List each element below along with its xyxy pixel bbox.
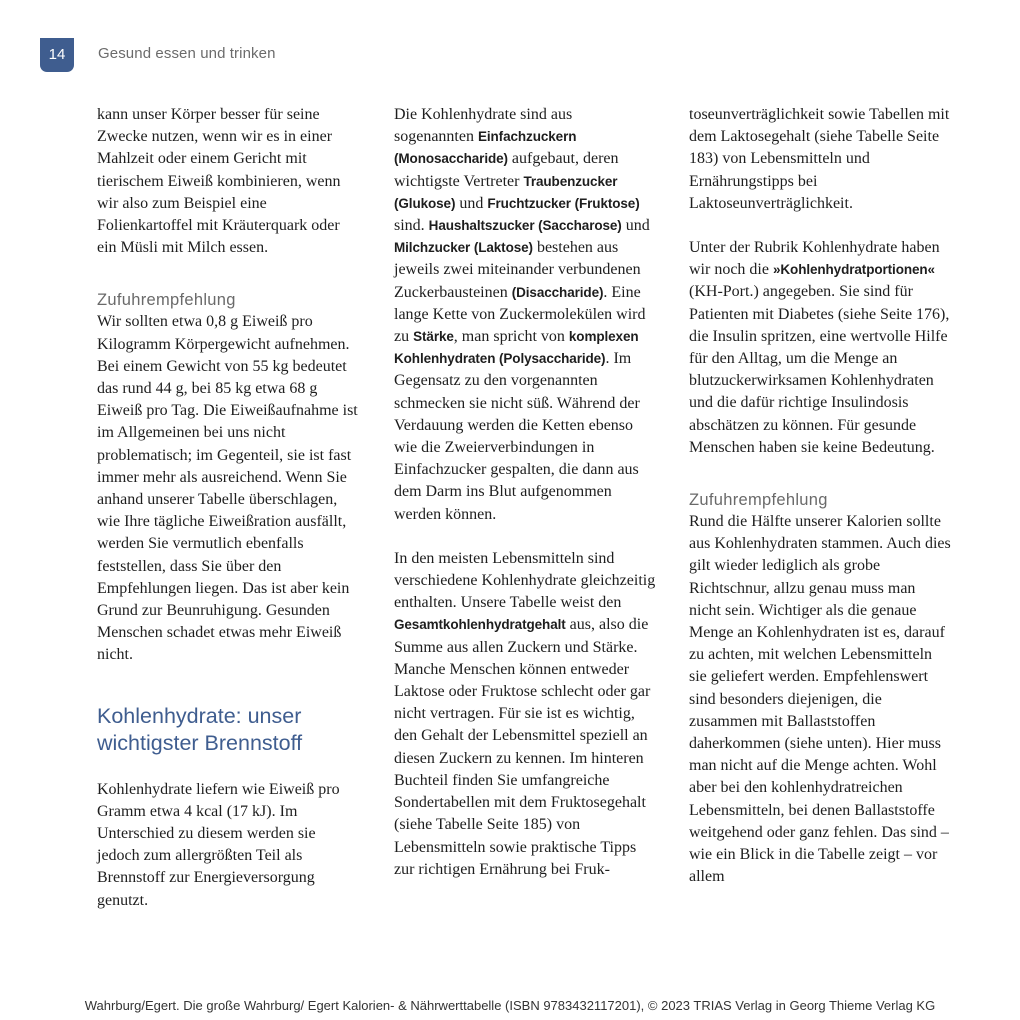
text-run: Unter der Rubrik Kohlenhydrate haben wir noch die: [689, 239, 940, 279]
text-run: . Eine lange Kette von Zuckermolekülen wird zu: [394, 283, 646, 346]
section-title-kohlenhydrate: Kohlenhydrate: unser wichtigster Brennstoff: [97, 703, 303, 755]
running-head-title: Gesund essen und trinken: [98, 45, 276, 62]
term-staerke: Stärke: [413, 329, 454, 345]
text-run: (KH-Port.) angegeben. Sie sind für Patienten mit Diabetes (siehe Seite 176), die Insulin spritzen, eine wertvolle Hilfe für den Alltag, um die Menge an blutzuckerwirksamen Kohlenhydraten und die dafür richtige Insulindosis abschätzen zu können. Für gesunde Menschen haben sie keine Bedeutung.: [689, 283, 950, 456]
paragraph: [394, 548, 656, 881]
term-komplexe-kohlenhydrate: komplexen Kohlenhydraten (Polysaccharide): [394, 329, 639, 367]
term-milchzucker: Milchzucker (Laktose): [394, 240, 533, 256]
text-run: aufgebaut, deren wichtigste Vertreter: [394, 150, 619, 190]
text-run: . Im Gegensatz zu den vorgenannten schmecken sie nicht süß. Während der Verdauung werden die Ketten ebenso wie die Zweierverbindungen in Einfachzucker gespalten, die dann aus dem Darm ins Blut aufgenommen werden können.: [394, 350, 640, 523]
paragraph: Rund die Hälfte unserer Kalorien sollte aus Kohlenhydraten stammen. Auch dies gilt wieder lediglich als grobe Richtschnur, allzu genau muss man nicht sein. Wichtiger als die genaue Menge an Kohlenhydraten ist es, darauf zu achten, mit welchen Lebensmitteln sie geliefert werden. Empfehlenswert sind besonders diejenigen, die zusammen mit Ballaststoffen daherkommen (siehe unten). Hier muss man nicht auf die Menge achten. Wohl aber bei den kohlenhydratreichen Lebensmitteln, bei denen Ballaststoffe weitgehend oder ganz fehlen. Das sind – wie ein Blick in die Tabelle zeigt – vor allem: [689, 513, 951, 886]
paragraph: Wir sollten etwa 0,8 g Eiweiß pro Kilogramm Körpergewicht aufnehmen. Bei einem Gewicht von 55 kg bedeutet das rund 44 g, bei 85 kg etwa 68 g Eiweiß pro Tag. Die Eiweißaufnahme ist im Allgemeinen bei uns nicht problematisch; im Gegenteil, sie ist fast immer mehr als ausreichend. Wenn Sie anhand unserer Tabelle überschlagen, wie Ihre tägliche Eiweißration ausfällt, werden Sie vermutlich ebenfalls feststellen, dass Sie über den Empfehlungen liegen. Das ist aber kein Grund zur Beunruhigung. Gesunden Menschen schadet etwas mehr Eiweiß nicht.: [97, 313, 358, 664]
paragraph: Kohlenhydrate liefern wie Eiweiß pro Gramm etwa 4 kcal (17 kJ). Im Unterschied zu diesem werden sie jedoch zum allergrößten Teil als Brennstoff zur Energieversorgung genutzt.: [97, 780, 340, 909]
subheading-zufuhrempfehlung: Zufuhrempfehlung: [689, 491, 828, 510]
text-run: aus, also die Summe aus allen Zuckern und Stärke. Manche Menschen können entweder Laktose oder Fruktose schlecht oder gar nicht vertragen. Für sie ist es wichtig, den Gehalt der Lebensmittel speziell an diesen Zuckern zu kennen. Im hinteren Buchteil finden Sie umfangreiche Sondertabellen mit dem Fruktosegehalt (siehe Tabelle Seite 185) von Lebensmitteln sowie praktische Tipps zur richtigen Ernährung bei Fruk-: [394, 616, 651, 878]
footer-citation: Wahrburg/Egert. Die große Wahrburg/ Egert Kalorien- & Nährwerttabelle (ISBN 9783432117201), © 2023 TRIAS Verlag in Georg Thieme Verlag KG: [84, 998, 936, 1013]
text-run: In den meisten Lebensmitteln sind verschiedene Kohlenhydrate gleichzeitig enthalten. Unsere Tabelle weist den: [394, 549, 656, 612]
term-einfachzucker: Einfachzuckern (Monosaccharide): [394, 129, 577, 167]
term-kohlenhydratportionen: »Kohlenhydratportionen«: [772, 262, 935, 278]
text-column-left: [97, 104, 359, 912]
text-column-right: [689, 104, 951, 889]
page-number-badge: 14: [40, 38, 74, 72]
term-haushaltszucker: Haushaltszucker (Saccharose): [428, 218, 622, 234]
text-run: Die Kohlenhydrate sind aus sogenannten: [394, 106, 573, 146]
text-column-middle: [394, 104, 656, 881]
text-run: und: [455, 194, 488, 212]
text-run: , man spricht von: [453, 328, 569, 346]
term-disaccharide: (Disaccharide): [511, 284, 604, 300]
term-fruchtzucker: Fruchtzucker (Fruktose): [487, 195, 640, 211]
subheading-zufuhrempfehlung: Zufuhrempfehlung: [97, 291, 236, 310]
paragraph: [394, 104, 656, 526]
paragraph: kann unser Körper besser für seine Zwecke nutzen, wenn wir es in einer Mahlzeit oder einem Gericht mit tierischem Eiweiß kombinieren, wenn wir also zum Beispiel eine Folienkartoffel mit Kräuterquark oder ein Müsli mit Milch essen.: [97, 106, 341, 257]
paragraph: toseunverträglichkeit sowie Tabellen mit dem Laktosegehalt (siehe Tabelle Seite 183) von Lebensmitteln und Ernährungstipps bei Laktoseunverträglichkeit.: [689, 106, 950, 212]
paragraph-gap: [689, 459, 951, 489]
text-run: sind.: [394, 217, 429, 235]
text-run: bestehen aus jeweils zwei miteinander verbundenen Zuckerbausteinen: [394, 239, 641, 301]
term-gesamtkohlenhydratgehalt: Gesamtkohlenhydratgehalt: [394, 617, 566, 633]
text-run: und: [621, 217, 650, 235]
paragraph-gap: [97, 259, 359, 289]
paragraph: [689, 237, 951, 459]
term-traubenzucker: Traubenzucker (Glukose): [394, 173, 618, 211]
